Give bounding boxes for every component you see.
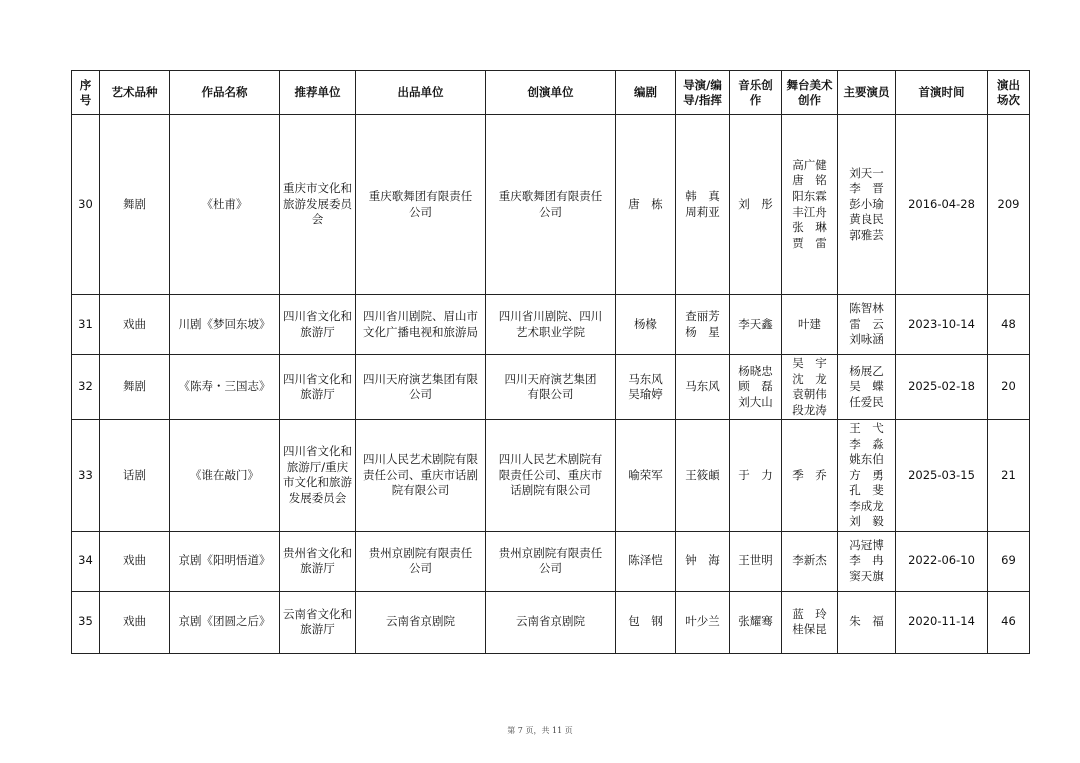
cell-title: 《谁在敲门》	[170, 420, 280, 532]
cell-creator: 四川省川剧院、四川 艺术职业学院	[486, 295, 616, 355]
table-row	[72, 531, 1030, 591]
header-cell-music: 音乐创作	[730, 71, 782, 115]
cell-title: 川剧《梦回东坡》	[170, 295, 280, 355]
cell-playwright: 陈泽恺	[616, 531, 676, 591]
header-cell-stage-design: 舞台美术 创作	[782, 71, 838, 115]
cell-director: 韩 真 周莉亚	[676, 115, 730, 295]
cell-performance-count: 69	[988, 531, 1030, 591]
cell-title: 《杜甫》	[170, 115, 280, 295]
cell-premiere-date: 2025-02-18	[896, 355, 988, 420]
cell-cast: 王 弋 李 淼 姚东伯 方 勇 孔 斐 李成龙 刘 毅	[838, 420, 896, 532]
header-cell-cast: 主要演员	[838, 71, 896, 115]
cell-music: 李天鑫	[730, 295, 782, 355]
cell-producer: 四川天府演艺集团有限 公司	[356, 355, 486, 420]
cell-recommender: 贵州省文化和 旅游厅	[280, 531, 356, 591]
cell-cast: 刘天一 李 晋 彭小瑜 黄良民 郭雅芸	[838, 115, 896, 295]
cell-director: 钟 海	[676, 531, 730, 591]
cell-stage-design: 吴 宇 沈 龙 袁朝伟 段龙涛	[782, 355, 838, 420]
cell-recommender: 四川省文化和 旅游厅/重庆 市文化和旅游 发展委员会	[280, 420, 356, 532]
page-footer: 第 7 页，共 11 页	[507, 726, 573, 735]
cell-cast: 陈智林 雷 云 刘咏涵	[838, 295, 896, 355]
cell-title: 《陈寿・三国志》	[170, 355, 280, 420]
cell-director: 叶少兰	[676, 591, 730, 653]
cell-index: 33	[72, 420, 100, 532]
cell-index: 30	[72, 115, 100, 295]
cell-premiere-date: 2020-11-14	[896, 591, 988, 653]
cell-title: 京剧《阳明悟道》	[170, 531, 280, 591]
cell-director: 王筱頔	[676, 420, 730, 532]
header-cell-premiere-date: 首演时间	[896, 71, 988, 115]
header-row	[72, 71, 1030, 115]
cell-premiere-date: 2016-04-28	[896, 115, 988, 295]
cell-index: 31	[72, 295, 100, 355]
cell-genre: 戏曲	[100, 295, 170, 355]
table-row	[72, 420, 1030, 532]
table-row	[72, 591, 1030, 653]
cell-producer: 云南省京剧院	[356, 591, 486, 653]
header-cell-playwright: 编剧	[616, 71, 676, 115]
cell-premiere-date: 2022-06-10	[896, 531, 988, 591]
cell-music: 杨晓忠 顾 磊 刘大山	[730, 355, 782, 420]
header-cell-recommender: 推荐单位	[280, 71, 356, 115]
cell-cast: 杨展乙 吴 蝶 任爱民	[838, 355, 896, 420]
cell-index: 32	[72, 355, 100, 420]
table-row	[72, 295, 1030, 355]
cell-genre: 舞剧	[100, 115, 170, 295]
cell-producer: 四川人民艺术剧院有限 责任公司、重庆市话剧 院有限公司	[356, 420, 486, 532]
header-cell-genre: 艺术品种	[100, 71, 170, 115]
cell-stage-design: 蓝 玲 桂保昆	[782, 591, 838, 653]
cell-playwright: 马东风 吴瑜婷	[616, 355, 676, 420]
cell-music: 张耀骞	[730, 591, 782, 653]
cell-recommender: 四川省文化和 旅游厅	[280, 295, 356, 355]
cell-music: 王世明	[730, 531, 782, 591]
cell-creator: 重庆歌舞团有限责任 公司	[486, 115, 616, 295]
cell-performance-count: 20	[988, 355, 1030, 420]
cell-index: 35	[72, 591, 100, 653]
cell-recommender: 四川省文化和 旅游厅	[280, 355, 356, 420]
cell-genre: 戏曲	[100, 531, 170, 591]
header-cell-producer: 出品单位	[356, 71, 486, 115]
cell-creator: 贵州京剧院有限责任 公司	[486, 531, 616, 591]
table-row	[72, 115, 1030, 295]
cell-music: 刘 彤	[730, 115, 782, 295]
header-cell-performance-count: 演出 场次	[988, 71, 1030, 115]
cell-director: 马东风	[676, 355, 730, 420]
cell-genre: 戏曲	[100, 591, 170, 653]
cell-genre: 舞剧	[100, 355, 170, 420]
cell-creator: 四川天府演艺集团 有限公司	[486, 355, 616, 420]
header-cell-index: 序号	[72, 71, 100, 115]
cell-producer: 重庆歌舞团有限责任 公司	[356, 115, 486, 295]
cell-playwright: 唐 栋	[616, 115, 676, 295]
cell-playwright: 包 钢	[616, 591, 676, 653]
cell-producer: 贵州京剧院有限责任 公司	[356, 531, 486, 591]
cell-stage-design: 季 乔	[782, 420, 838, 532]
cell-genre: 话剧	[100, 420, 170, 532]
cell-cast: 朱 福	[838, 591, 896, 653]
cell-creator: 四川人民艺术剧院有 限责任公司、重庆市 话剧院有限公司	[486, 420, 616, 532]
cell-performance-count: 21	[988, 420, 1030, 532]
cell-playwright: 杨椽	[616, 295, 676, 355]
cell-performance-count: 209	[988, 115, 1030, 295]
cell-cast: 冯冠博 李 冉 窦天旗	[838, 531, 896, 591]
cell-creator: 云南省京剧院	[486, 591, 616, 653]
header-cell-title: 作品名称	[170, 71, 280, 115]
header-cell-director: 导演/编 导/指挥	[676, 71, 730, 115]
cell-premiere-date: 2025-03-15	[896, 420, 988, 532]
cell-performance-count: 48	[988, 295, 1030, 355]
header-cell-creator: 创演单位	[486, 71, 616, 115]
cell-recommender: 重庆市文化和 旅游发展委员 会	[280, 115, 356, 295]
cell-index: 34	[72, 531, 100, 591]
cell-producer: 四川省川剧院、眉山市 文化广播电视和旅游局	[356, 295, 486, 355]
works-table	[71, 70, 1030, 654]
cell-premiere-date: 2023-10-14	[896, 295, 988, 355]
cell-director: 查丽芳 杨 星	[676, 295, 730, 355]
cell-recommender: 云南省文化和 旅游厅	[280, 591, 356, 653]
cell-title: 京剧《团圆之后》	[170, 591, 280, 653]
cell-performance-count: 46	[988, 591, 1030, 653]
table-row	[72, 355, 1030, 420]
cell-stage-design: 李新杰	[782, 531, 838, 591]
cell-playwright: 喻荣军	[616, 420, 676, 532]
cell-stage-design: 叶建	[782, 295, 838, 355]
cell-music: 于 力	[730, 420, 782, 532]
cell-stage-design: 高广健 唐 铭 阳东霖 丰江舟 张 琳 贾 雷	[782, 115, 838, 295]
